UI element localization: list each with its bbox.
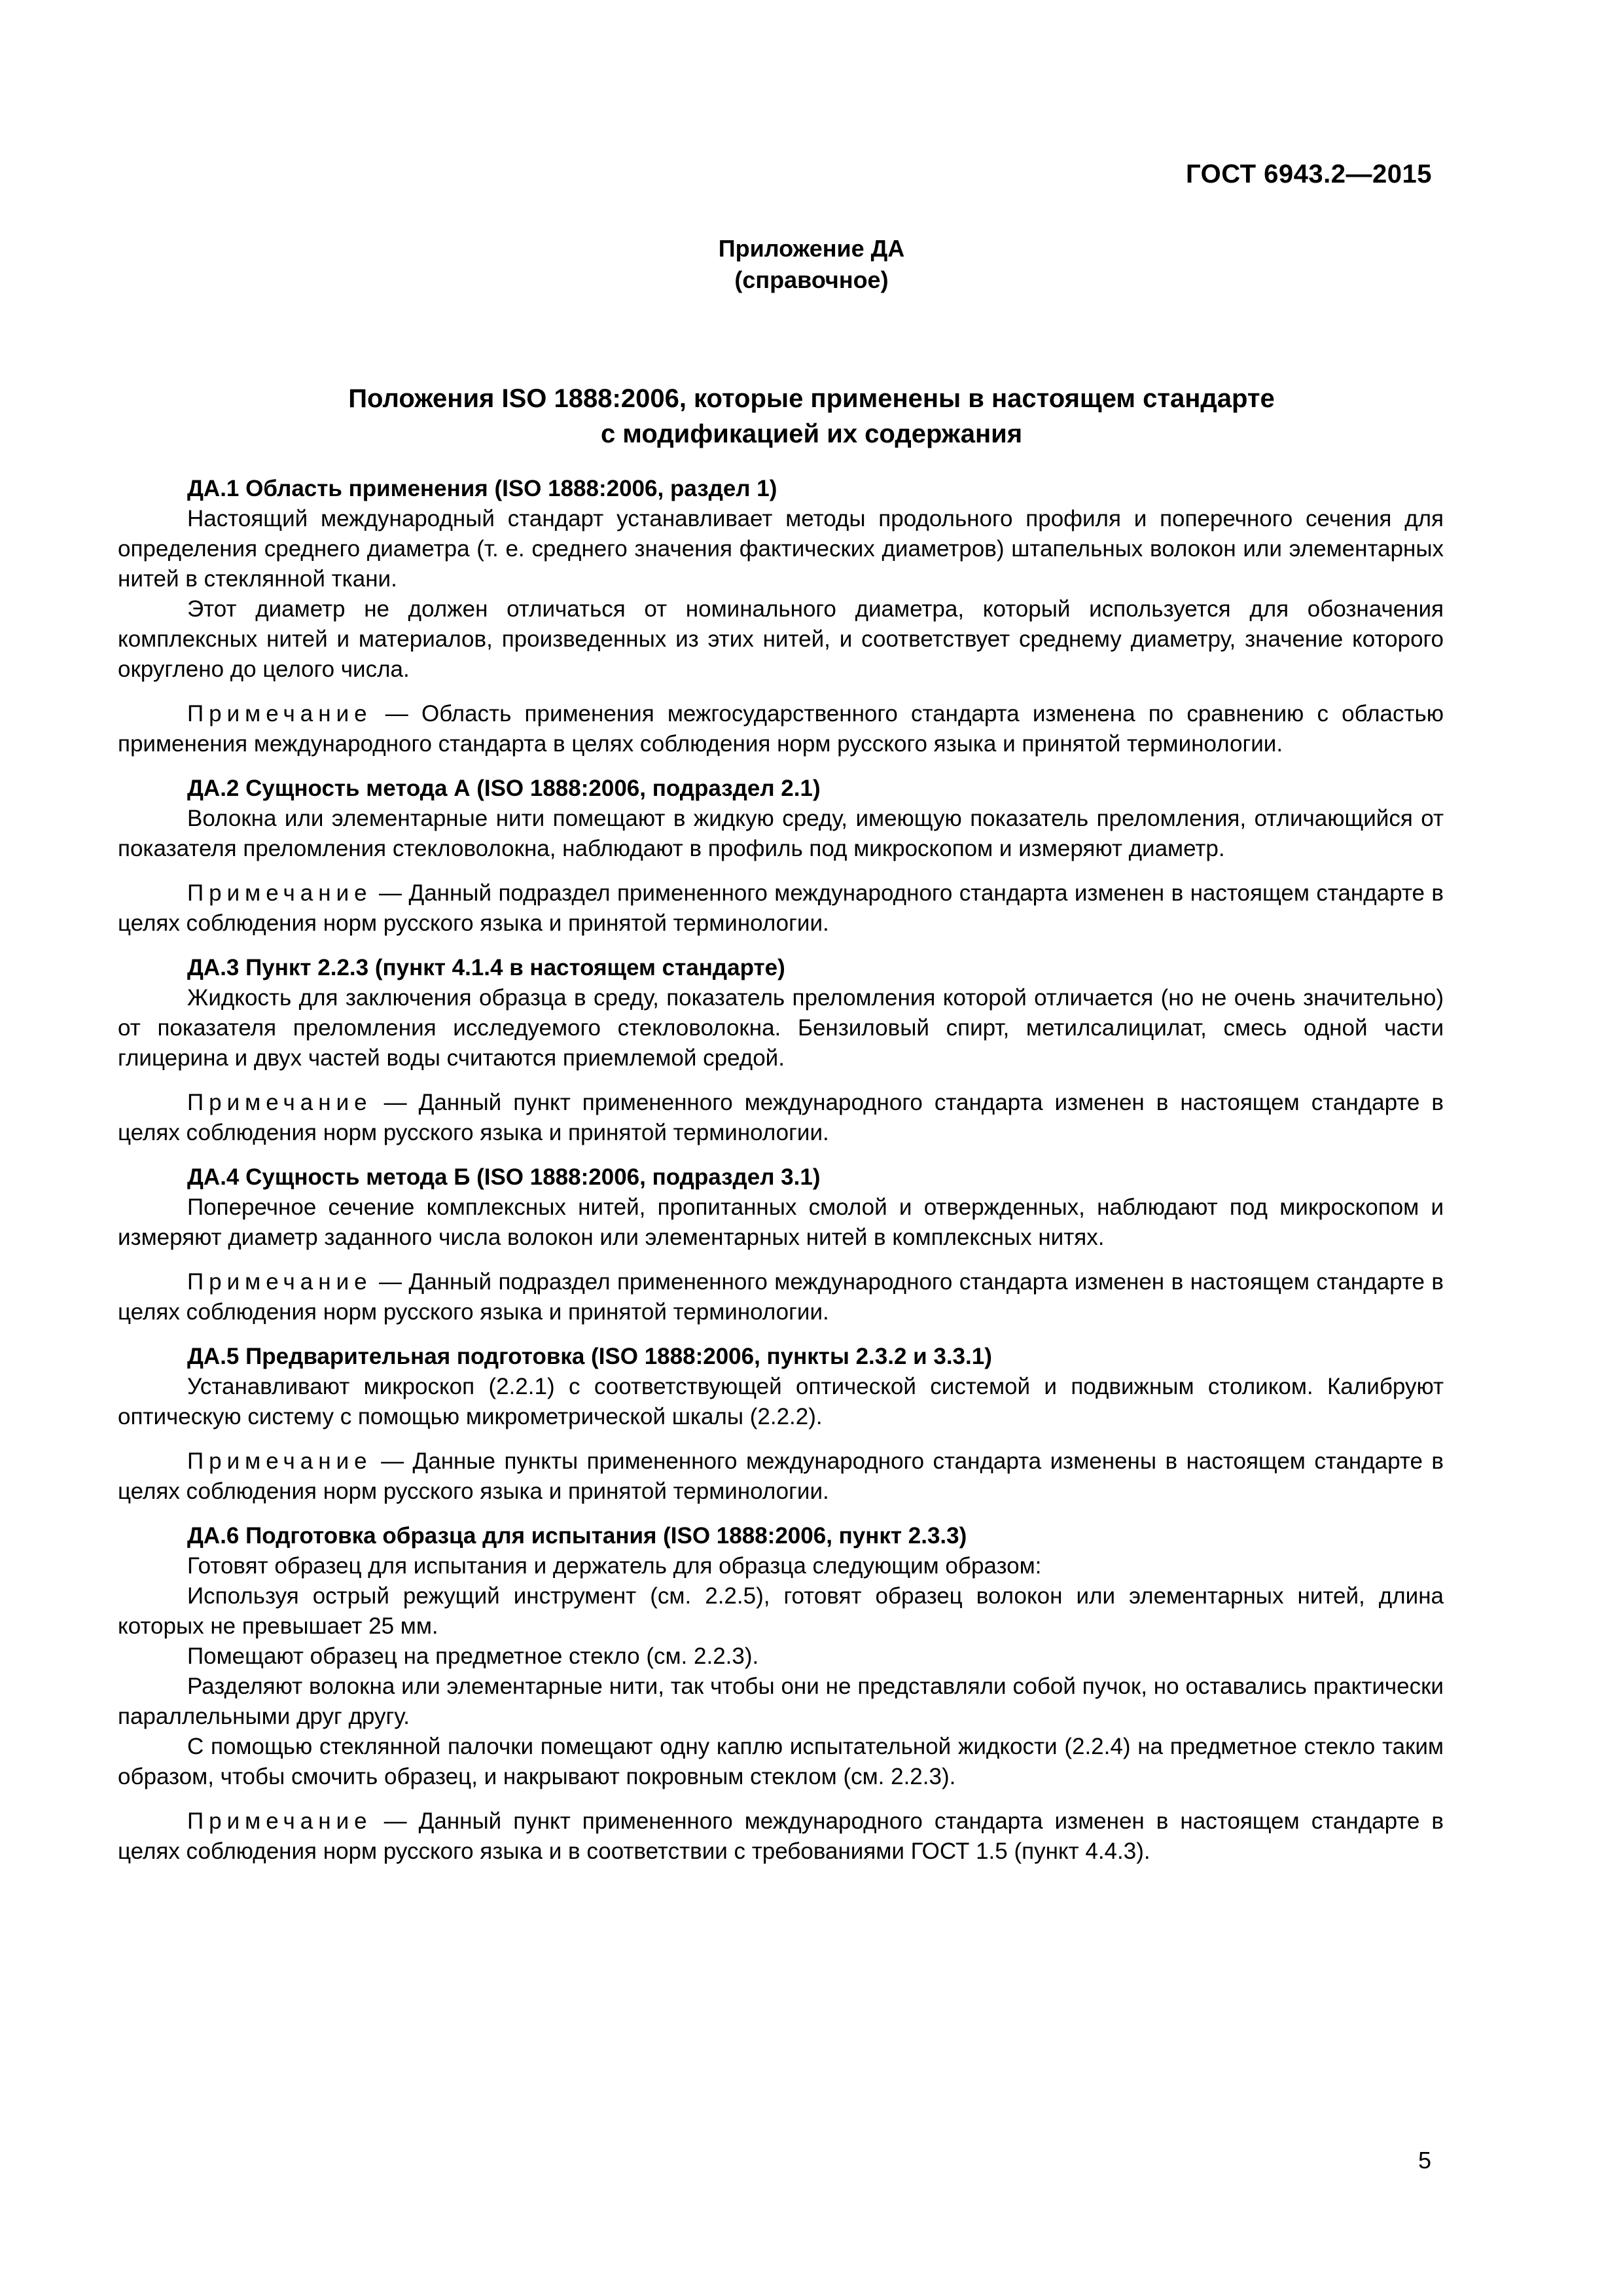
note-dash: —: [372, 701, 421, 726]
annex-type: (справочное): [734, 266, 889, 293]
section-heading: ДА.3 Пункт 2.2.3 (пункт 4.1.4 в настоящем стандарте): [187, 955, 785, 980]
section: [118, 774, 1444, 953]
note-text: Данный пункт примененного международного стандарта изменен в настоящем стандарте в целях соблюдения норм русского языка и в соответствии с требованиями ГОСТ 1.5 (пункт 4.4.3).: [118, 1808, 1444, 1864]
note-text: Данные пункты примененного международного стандарта изменены в настоящем стандарте в целях соблюдения норм русского языка и принятой терминологии.: [118, 1448, 1444, 1504]
paragraph: Готовят образец для испытания и держатель для образца следующим образом:: [187, 1553, 1042, 1579]
spacer: [118, 1507, 1444, 1521]
note-dash: —: [372, 1090, 419, 1115]
paragraph: Жидкость для заключения образца в среду, показатель преломления которой отличается (но не очень значительно) от показателя преломления исследуемого стекловолокна. Бензиловый спирт, метилсалицилат, смесь одной части глицерина и двух частей воды считаются приемлемой средой.: [118, 985, 1444, 1071]
note-paragraph: [118, 699, 1444, 759]
section: [118, 953, 1444, 1162]
section: [118, 1521, 1444, 1881]
spacer: [118, 939, 1444, 953]
spacer: [118, 1073, 1444, 1088]
document-body: [118, 474, 1444, 1881]
spacer: [118, 1148, 1444, 1162]
note-label: Примечание: [187, 701, 372, 726]
note-dash: —: [372, 1808, 419, 1834]
document-title-line-1: Положения ISO 1888:2006, которые применены в настоящем стандарте: [348, 384, 1275, 413]
note-dash: —: [372, 880, 409, 906]
paragraph: С помощью стеклянной палочки помещают одну каплю испытательной жидкости (2.2.4) на предметное стекло таким образом, чтобы смочить образец, и накрывают покровным стеклом (см. 2.2.3).: [118, 1734, 1444, 1789]
note-label: Примечание: [187, 1808, 372, 1834]
section-heading: ДА.1 Область применения (ISO 1888:2006, раздел 1): [187, 476, 777, 501]
spacer: [118, 1327, 1444, 1342]
paragraph: Устанавливают микроскоп (2.2.1) с соответствующей оптической системой и подвижным столиком. Калибруют оптическую систему с помощью микрометрической шкалы (2.2.2).: [118, 1374, 1444, 1429]
spacer: [118, 1253, 1444, 1267]
note-label: Примечание: [187, 1269, 372, 1295]
note-label: Примечание: [187, 880, 372, 906]
note-paragraph: [118, 1806, 1444, 1867]
note-text: Данный пункт примененного международного стандарта изменен в настоящем стандарте в целях соблюдения норм русского языка и принятой терминологии.: [118, 1090, 1444, 1145]
document-title: [0, 381, 1623, 452]
paragraph: Волокна или элементарные нити помещают в жидкую среду, имеющую показатель преломления, отличающийся от показателя преломления стекловолокна, наблюдают в профиль под микроскопом и измеряют диаметр.: [118, 806, 1444, 861]
note-dash: —: [372, 1269, 409, 1295]
section-heading: ДА.6 Подготовка образца для испытания (ISO 1888:2006, пункт 2.3.3): [187, 1523, 967, 1549]
note-text: Данный подраздел примененного международного стандарта изменен в настоящем стандарте в целях соблюдения норм русского языка и принятой терминологии.: [118, 1269, 1444, 1325]
paragraph: Помещают образец на предметное стекло (см. 2.2.3).: [187, 1643, 759, 1669]
spacer: [118, 1867, 1444, 1881]
note-paragraph: [118, 1088, 1444, 1148]
note-paragraph: [118, 878, 1444, 939]
document-title-line-2: с модификацией их содержания: [600, 420, 1023, 448]
standard-number: ГОСТ 6943.2—2015: [1185, 160, 1432, 188]
note-paragraph: [118, 1267, 1444, 1327]
spacer: [118, 1432, 1444, 1446]
annex-heading: [0, 233, 1623, 296]
section: [118, 474, 1444, 774]
spacer: [118, 685, 1444, 699]
paragraph: Разделяют волокна или элементарные нити, так чтобы они не представляли собой пучок, но оставались практически параллельными друг другу.: [118, 1674, 1444, 1729]
note-paragraph: [118, 1446, 1444, 1507]
note-dash: —: [372, 1448, 413, 1474]
section-heading: ДА.4 Сущность метода Б (ISO 1888:2006, подраздел 3.1): [187, 1164, 821, 1190]
paragraph: Используя острый режущий инструмент (см. 2.2.5), готовят образец волокон или элементарных нитей, длина которых не превышает 25 мм.: [118, 1583, 1444, 1639]
note-text: Область применения межгосударственного стандарта изменена по сравнению с областью применения международного стандарта в целях соблюдения норм русского языка и принятой терминологии.: [118, 701, 1444, 757]
spacer: [118, 759, 1444, 774]
page-number: 5: [1418, 2147, 1431, 2174]
paragraph: Поперечное сечение комплексных нитей, пропитанных смолой и отвержденных, наблюдают под микроскопом и измеряют диаметр заданного числа волокон или элементарных нитей в комплексных нитях.: [118, 1194, 1444, 1250]
spacer: [118, 1792, 1444, 1806]
note-label: Примечание: [187, 1090, 372, 1115]
section: [118, 1162, 1444, 1342]
note-text: Данный подраздел примененного международного стандарта изменен в настоящем стандарте в целях соблюдения норм русского языка и принятой терминологии.: [118, 880, 1444, 936]
spacer: [118, 864, 1444, 878]
paragraph: Этот диаметр не должен отличаться от номинального диаметра, который используется для обозначения комплексных нитей и материалов, произведенных из этих нитей, и соответствует среднему диаметру, значение которого округлено до целого числа.: [118, 596, 1444, 682]
section: [118, 1342, 1444, 1521]
note-label: Примечание: [187, 1448, 372, 1474]
section-heading: ДА.2 Сущность метода А (ISO 1888:2006, подраздел 2.1): [187, 776, 821, 801]
paragraph: Настоящий международный стандарт устанавливает методы продольного профиля и поперечного сечения для определения среднего диаметра (т. е. среднего значения фактических диаметров) штапельных волокон или элементарных нитей в стеклянной ткани.: [118, 506, 1444, 592]
section-heading: ДА.5 Предварительная подготовка (ISO 1888:2006, пункты 2.3.2 и 3.3.1): [187, 1344, 992, 1369]
annex-title: Приложение ДА: [718, 235, 905, 262]
